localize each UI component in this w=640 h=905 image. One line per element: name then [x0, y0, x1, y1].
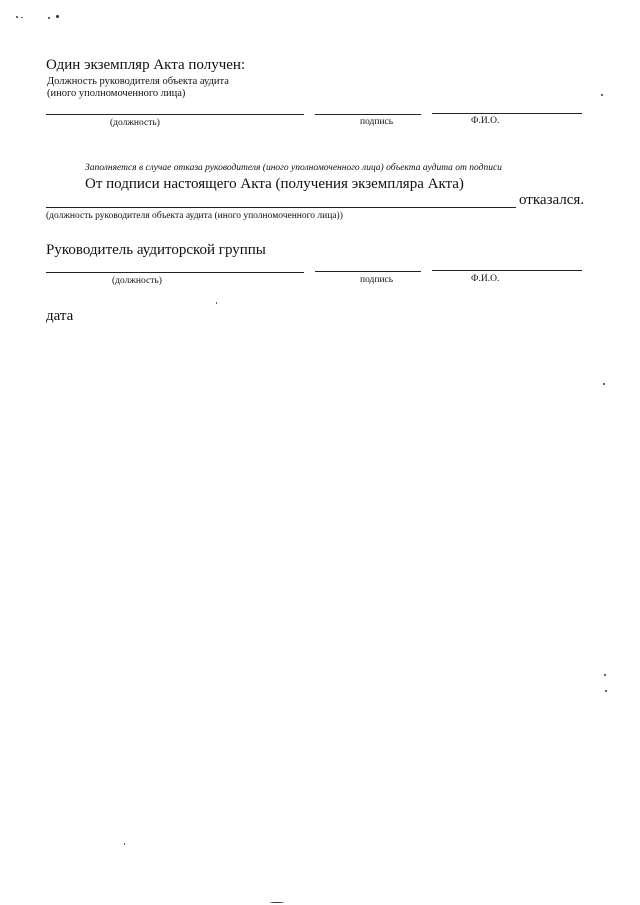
- refusal-note: Заполняется в случае отказа руководителя (иного уполномоченного лица) объекта аудита от подписи: [85, 163, 502, 173]
- scan-speck: [16, 16, 18, 18]
- position-label: (должность): [110, 118, 160, 128]
- leader-signature-line: [315, 271, 421, 272]
- scan-speck: [603, 383, 605, 385]
- leader-name-label: Ф.И.О.: [471, 274, 500, 284]
- position-subtitle-line1: Должность руководителя объекта аудита: [47, 76, 229, 87]
- scan-speck: [605, 690, 607, 692]
- scan-speck: [216, 302, 217, 304]
- scan-speck: [48, 17, 50, 19]
- name-label: Ф.И.О.: [471, 116, 500, 126]
- refusal-signature-line: [46, 207, 516, 208]
- position-signature-line: [46, 114, 304, 115]
- signature-line: [315, 114, 421, 115]
- scan-speck: [21, 17, 23, 18]
- scan-speck: [604, 674, 606, 676]
- refusal-statement: От подписи настоящего Акта (получения экземпляра Акта): [85, 176, 464, 192]
- leader-position-line: [46, 272, 304, 273]
- scan-speck: [601, 94, 603, 96]
- signature-label: подпись: [360, 117, 394, 127]
- received-heading: Один экземпляр Акта получен:: [46, 57, 246, 73]
- scan-speck: [124, 843, 125, 845]
- leader-signature-label: подпись: [360, 275, 394, 285]
- scan-speck: [56, 15, 59, 18]
- leader-name-line: [432, 270, 582, 271]
- audit-group-leader-heading: Руководитель аудиторской группы: [46, 242, 266, 258]
- refusal-caption: (должность руководителя объекта аудита (иного уполномоченного лица)): [46, 211, 343, 221]
- refused-text: отказался.: [519, 192, 585, 208]
- name-signature-line: [432, 113, 582, 114]
- leader-position-label: (должность): [112, 276, 162, 286]
- scan-speck: [270, 902, 284, 903]
- date-label: дата: [46, 308, 74, 324]
- position-subtitle-line2: (иного уполномоченного лица): [47, 88, 186, 99]
